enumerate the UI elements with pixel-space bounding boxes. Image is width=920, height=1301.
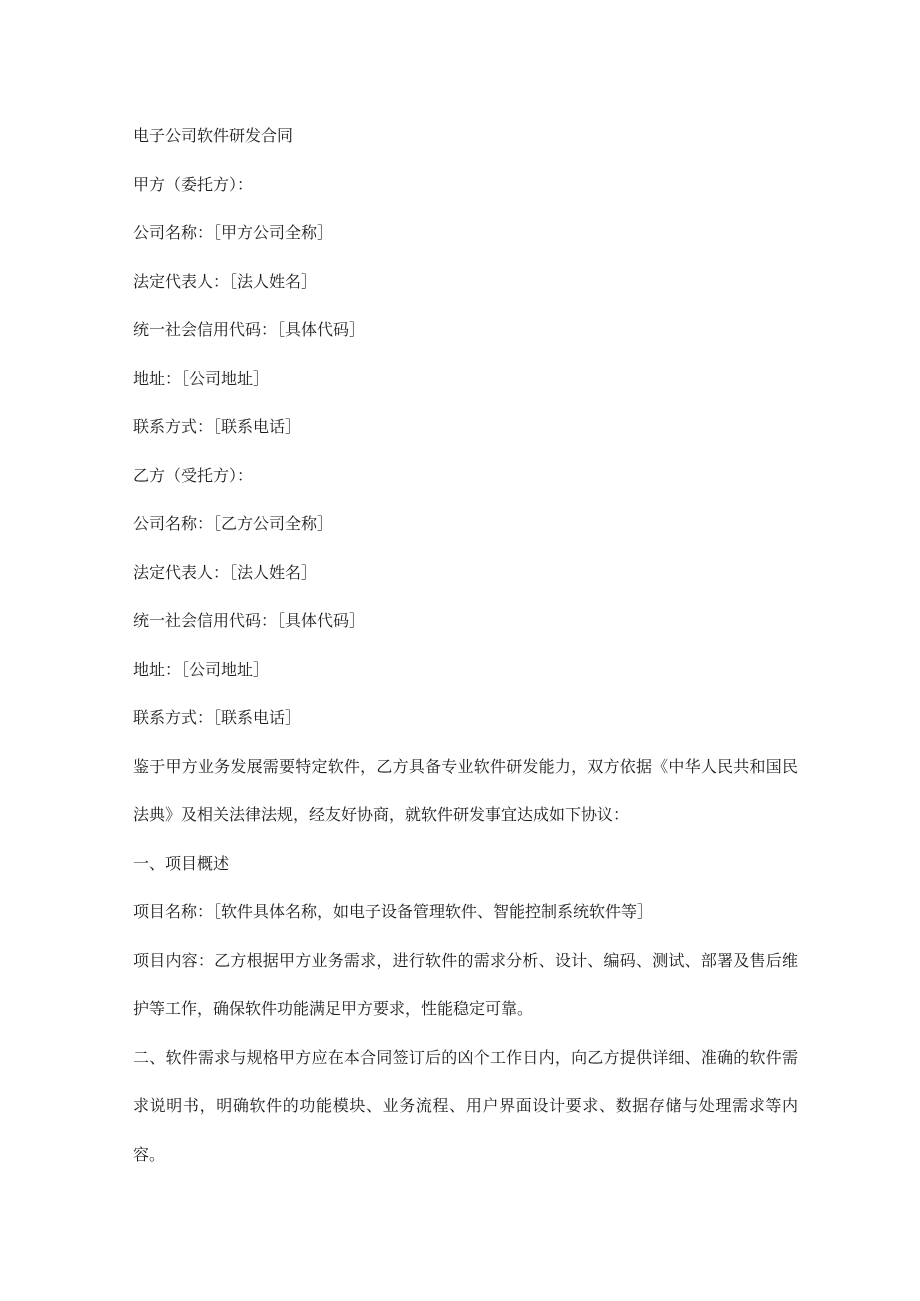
project-content-paragraph: 项目内容：乙方根据甲方业务需求，进行软件的需求分析、设计、编码、测试、部署及售后维护等工作，确保软件功能满足甲方要求，性能稳定可靠。 — [133, 950, 798, 1018]
party-b-address: 地址：［公司地址］ — [133, 659, 270, 679]
document-title: 电子公司软件研发合同 — [133, 126, 294, 145]
party-a-company-name: 公司名称：［甲方公司全称］ — [133, 223, 334, 242]
preamble-paragraph: 鉴于甲方业务发展需要特定软件，乙方具备专业软件研发能力，双方依据《中华人民共和国民法典》及相关法律法规，经友好协商，就软件研发事宜达成如下协议： — [133, 756, 798, 824]
party-a-contact: 联系方式：［联系电话］ — [133, 417, 302, 436]
section-2-paragraph: 二、软件需求与规格甲方应在本合同签订后的凶个工作日内，向乙方提供详细、准确的软件需求说明书，明确软件的功能模块、业务流程、用户界面设计要求、数据存储与处理需求等内容。 — [133, 1047, 798, 1164]
party-b-heading: 乙方（受托方）： — [133, 465, 254, 485]
party-a-legal-rep: 法定代表人：［法人姓名］ — [133, 271, 318, 291]
party-b-credit-code: 统一社会信用代码：［具体代码］ — [133, 611, 366, 630]
contract-body — [133, 122, 798, 1189]
party-b-legal-rep: 法定代表人：［法人姓名］ — [133, 562, 318, 582]
party-a-heading: 甲方（委托方）： — [133, 174, 254, 194]
project-name: 项目名称：［软件具体名称，如电子设备管理软件、智能控制系统软件等］ — [133, 902, 654, 921]
party-a-address: 地址：［公司地址］ — [133, 368, 270, 388]
party-b-contact: 联系方式：［联系电话］ — [133, 708, 302, 727]
party-b-company-name: 公司名称：［乙方公司全称］ — [133, 514, 334, 533]
party-a-credit-code: 统一社会信用代码：［具体代码］ — [133, 320, 366, 339]
section-1-heading: 一、项目概述 — [133, 853, 230, 873]
